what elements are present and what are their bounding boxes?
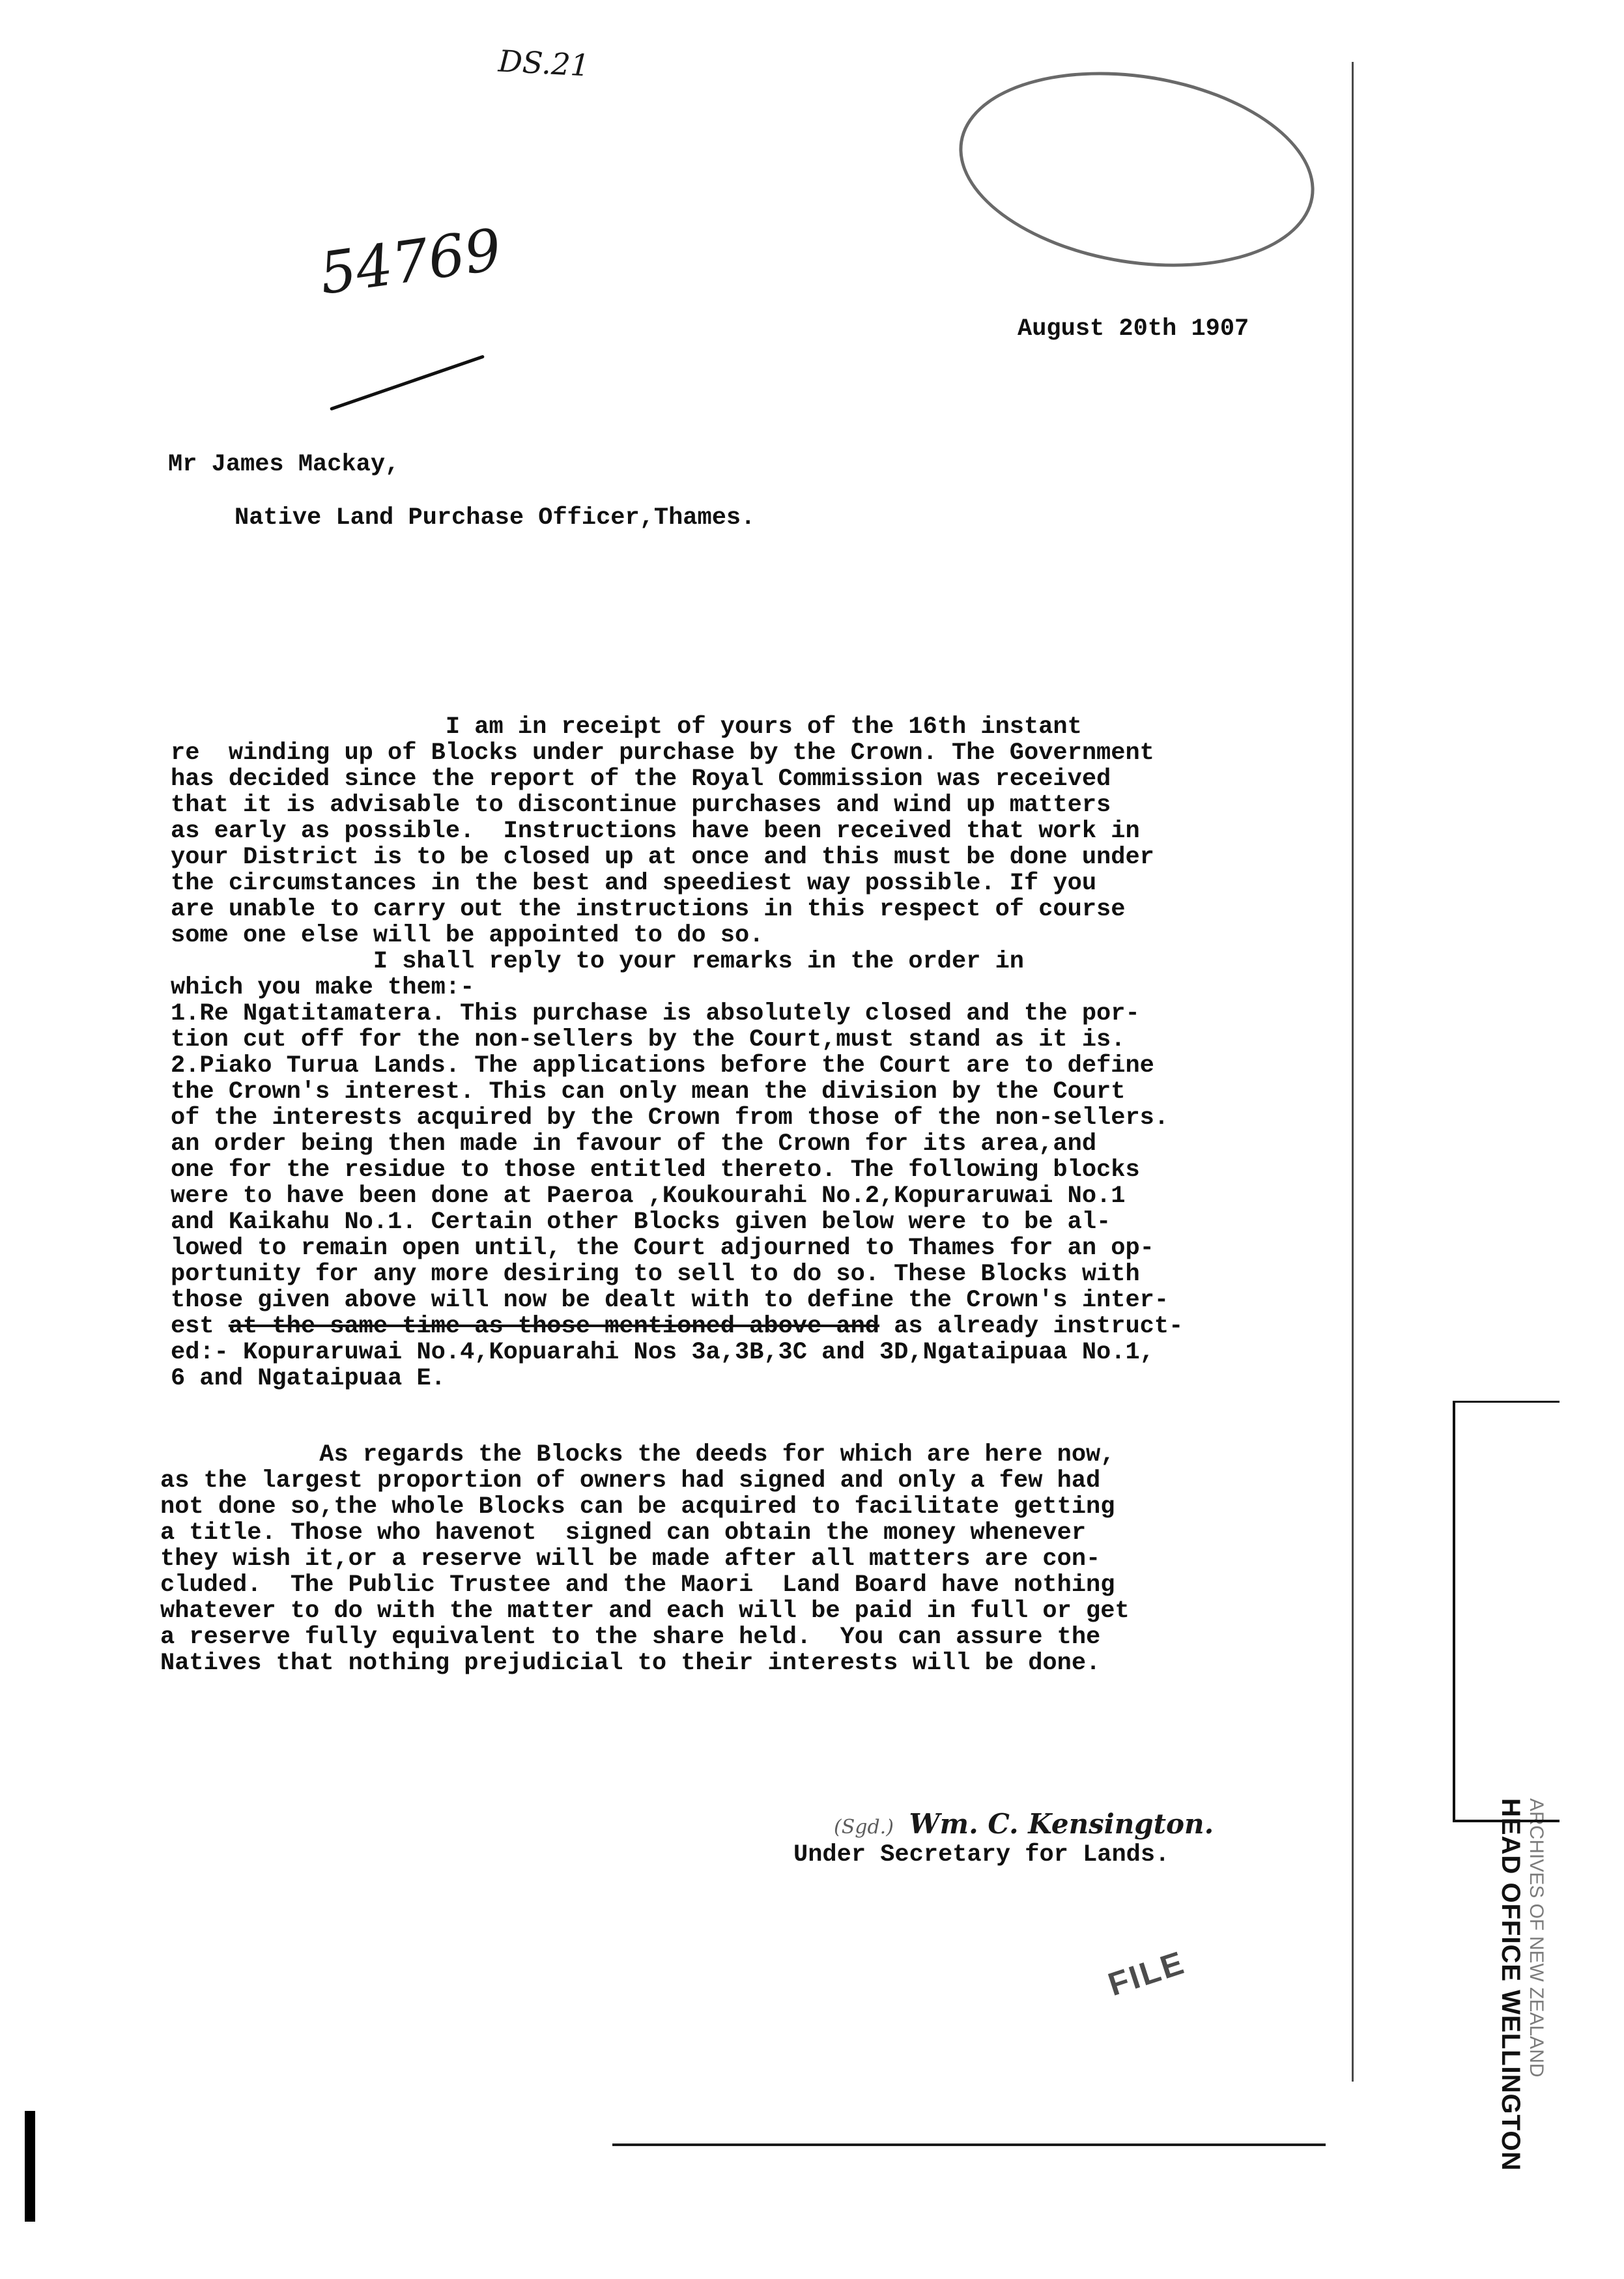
body-line: were to have been done at Paeroa ,Koukourahi No.2,Kopuraruwai No.1 xyxy=(171,1182,1126,1210)
para2-line: not done so,the whole Blocks can be acquired to facilitate getting xyxy=(160,1493,1115,1521)
handwritten-number xyxy=(315,216,506,308)
signature-block xyxy=(834,1808,1214,1840)
para2-line: cluded. The Public Trustee and the Maori Land Board have nothing xyxy=(160,1571,1115,1599)
struck-suffix: as already instruct- xyxy=(879,1313,1184,1340)
body-line: which you make them:- xyxy=(171,974,475,1001)
para2-line: As regards the Blocks the deeds for which are here now, xyxy=(160,1441,1115,1469)
body-line: that it is advisable to discontinue purchases and wind up matters xyxy=(171,792,1111,819)
body-line: lowed to remain open until, the Court adjourned to Thames for an op- xyxy=(171,1235,1154,1262)
signature-sgd: (Sgd.) xyxy=(834,1816,894,1839)
body-line: tion cut off for the non-sellers by the Court,must stand as it is. xyxy=(171,1026,1126,1054)
struck-prefix: est xyxy=(171,1313,229,1340)
body-line: ed:- Kopuraruwai No.4,Kopuarahi Nos 3a,3B,3C and 3D,Ngataipuaa No.1, xyxy=(171,1339,1154,1366)
signature-title: Under Secretary for Lands. xyxy=(793,1841,1170,1869)
para2-line: whatever to do with the matter and each will be paid in full or get xyxy=(160,1598,1130,1625)
body-line: some one else will be appointed to do so. xyxy=(171,922,764,949)
para2-line: a reserve fully equivalent to the share held. You can assure the xyxy=(160,1624,1101,1651)
file-reference-text: DS.21 xyxy=(497,43,591,83)
handwritten-underline xyxy=(330,354,485,410)
letter-paragraph-2 xyxy=(160,1441,1320,1689)
recipient-name: Mr James Mackay, xyxy=(168,451,400,478)
body-line: portunity for any more desiring to sell to do so. These Blocks with xyxy=(171,1261,1140,1288)
body-line-struck xyxy=(171,1313,1183,1340)
handwritten-number-text: 54769 xyxy=(315,216,506,308)
body-line: has decided since the report of the Royal Commission was received xyxy=(171,766,1111,793)
body-line: 6 and Ngataipuaa E. xyxy=(171,1365,446,1392)
file-reference xyxy=(498,43,591,83)
letter-body xyxy=(171,713,1330,1430)
body-line: 2.Piako Turua Lands. The applications before the Court are to define xyxy=(171,1052,1154,1080)
archive-stamp-box xyxy=(1453,1401,1560,1822)
para2-line: Natives that nothing prejudicial to their interests will be done. xyxy=(160,1650,1101,1677)
body-line: I shall reply to your remarks in the order in xyxy=(171,948,1025,975)
body-line: I am in receipt of yours of the 16th instant xyxy=(171,713,1082,741)
body-line: the Crown's interest. This can only mean the division by the Court xyxy=(171,1078,1126,1106)
file-stamp xyxy=(1104,1943,1190,2003)
archive-stamp xyxy=(1496,1798,1547,2171)
body-line: your District is to be closed up at once and this must be done under xyxy=(171,844,1154,871)
received-stamp-oval xyxy=(945,48,1329,291)
signature-name: Wm. C. Kensington. xyxy=(909,1808,1214,1840)
struck-text: at the same time as those mentioned above and xyxy=(228,1313,879,1340)
right-margin-rule xyxy=(1352,62,1354,2082)
file-stamp-text: FILE xyxy=(1104,1943,1190,2003)
body-line: re winding up of Blocks under purchase by the Crown. The Government xyxy=(171,739,1154,767)
body-line: one for the residue to those entitled thereto. The following blocks xyxy=(171,1156,1140,1184)
recipient-title: Native Land Purchase Officer,Thames. xyxy=(235,504,756,532)
body-line: those given above will now be dealt with to define the Crown's inter- xyxy=(171,1287,1169,1314)
para2-line: as the largest proportion of owners had signed and only a few had xyxy=(160,1467,1101,1495)
left-edge-mark xyxy=(25,2111,35,2222)
body-line: of the interests acquired by the Crown from those of the non-sellers. xyxy=(171,1104,1169,1132)
body-line: as early as possible. Instructions have been received that work in xyxy=(171,818,1140,845)
letter-date: August 20th 1907 xyxy=(1018,315,1249,343)
para2-line: a title. Those who havenot signed can obtain the money whenever xyxy=(160,1519,1087,1547)
archive-stamp-line2: HEAD OFFICE WELLINGTON xyxy=(1496,1798,1525,2172)
body-line: the circumstances in the best and speediest way possible. If you xyxy=(171,870,1097,897)
body-line: an order being then made in favour of the Crown for its area,and xyxy=(171,1130,1097,1158)
bottom-rule xyxy=(612,2143,1326,2146)
para2-line: they wish it,or a reserve will be made after all matters are con- xyxy=(160,1545,1101,1573)
body-line: are unable to carry out the instructions in this respect of course xyxy=(171,896,1126,923)
body-line: and Kaikahu No.1. Certain other Blocks given below were to be al- xyxy=(171,1209,1111,1236)
body-line: 1.Re Ngatitamatera. This purchase is absolutely closed and the por- xyxy=(171,1000,1140,1027)
archive-stamp-line1: ARCHIVES OF NEW ZEALAND xyxy=(1526,1798,1547,2078)
